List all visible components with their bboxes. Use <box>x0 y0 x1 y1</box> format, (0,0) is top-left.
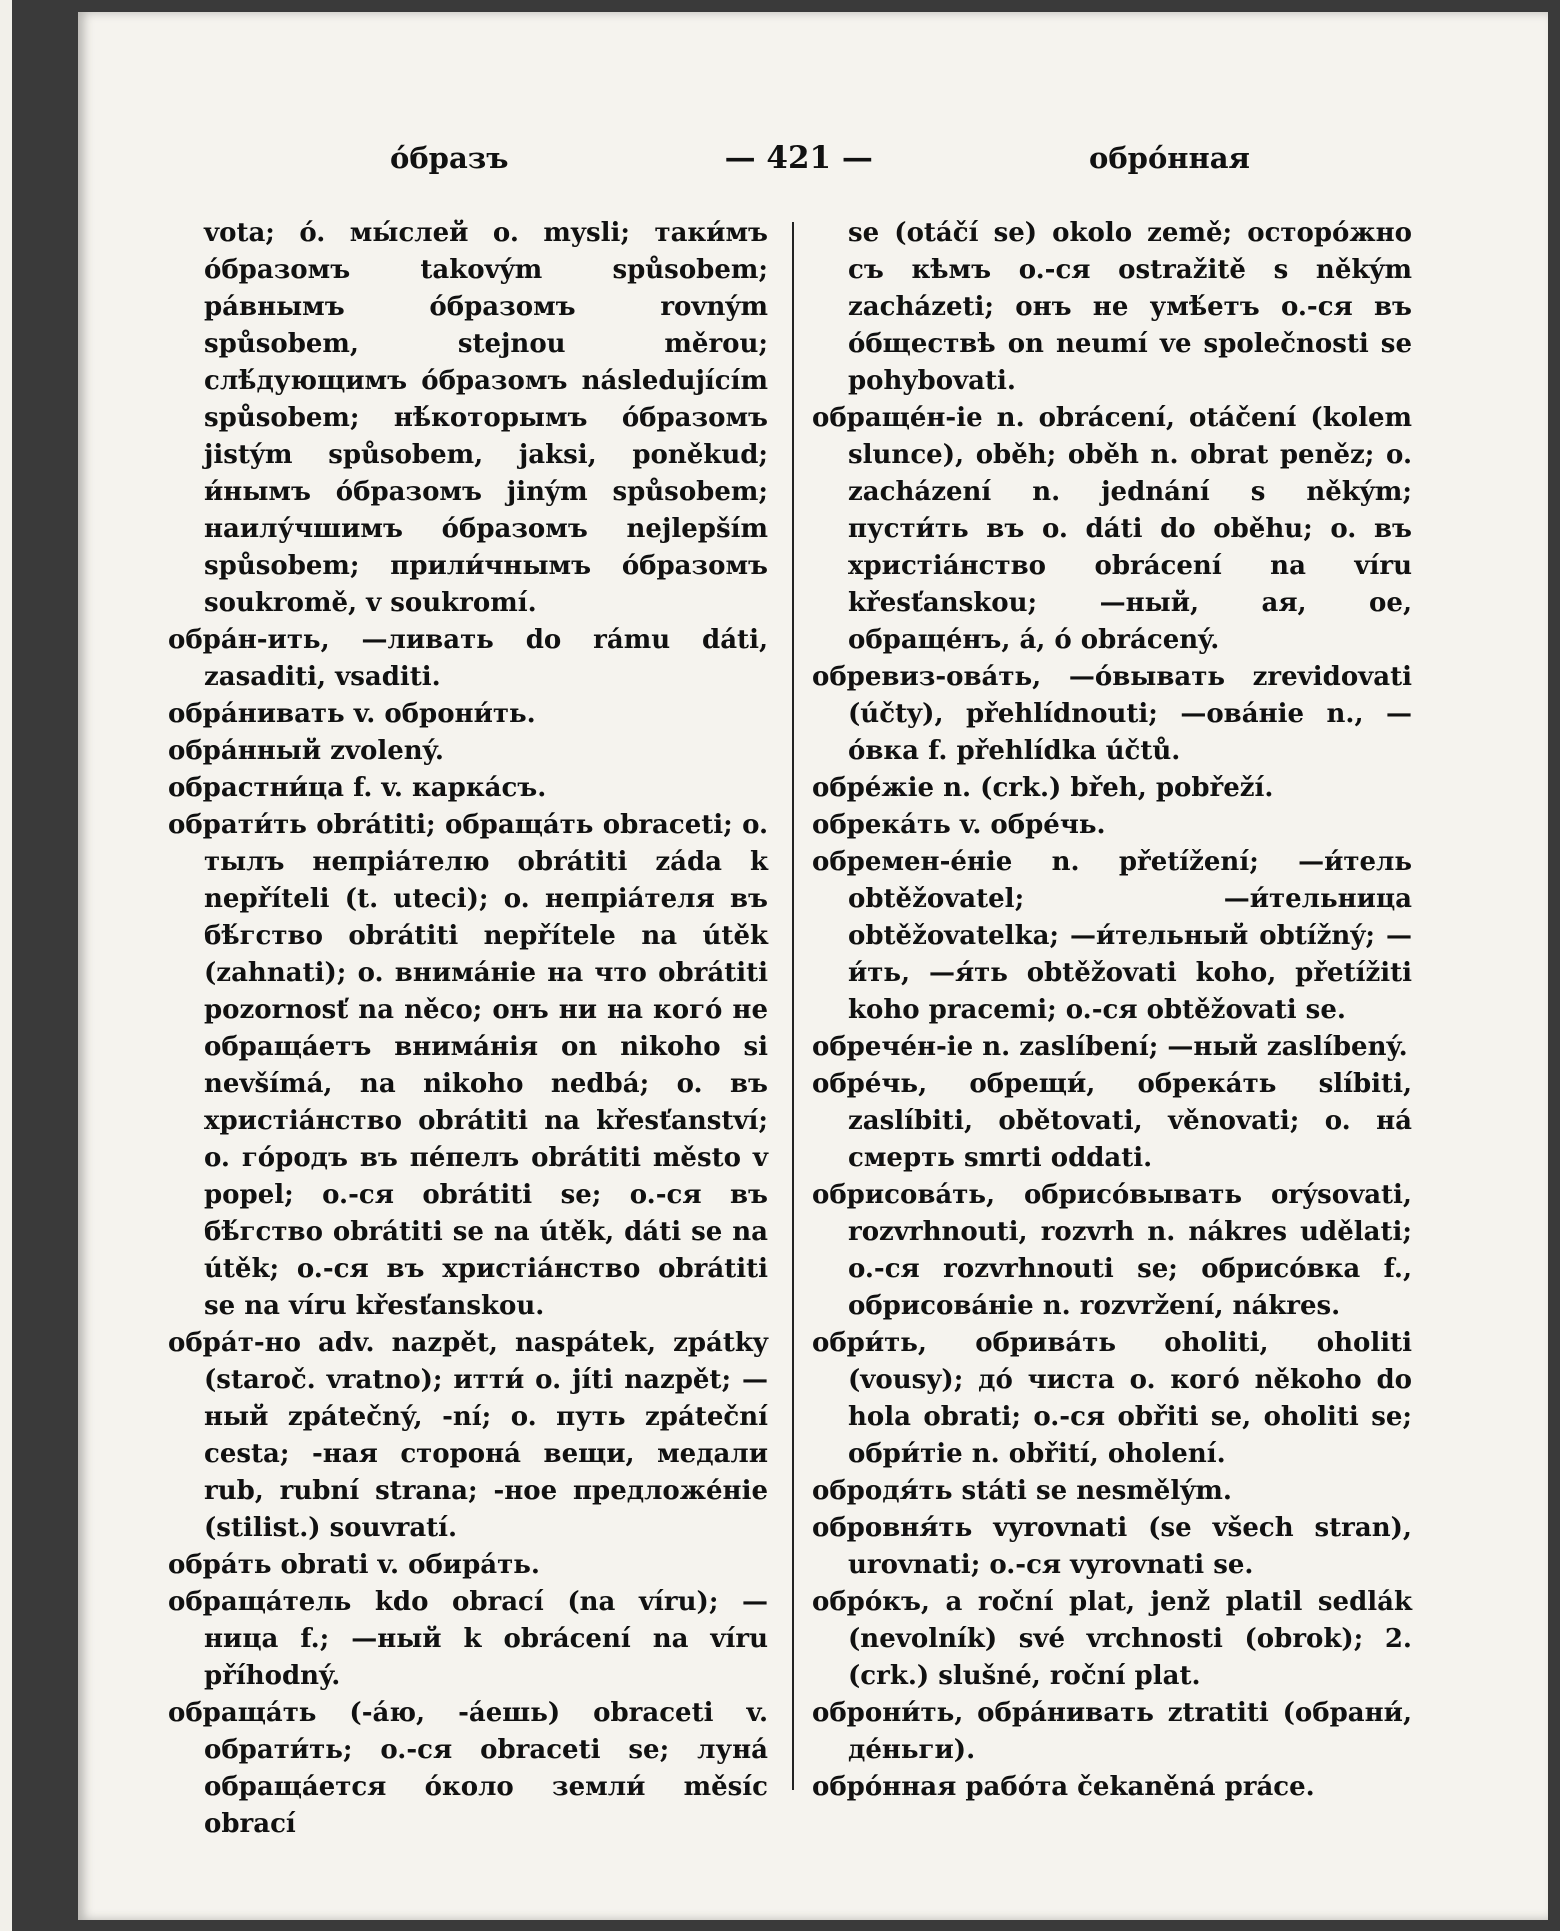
dictionary-entry: обремен-е́ніе n. přetížení; —и́тель obtěžovatel; —и́тельница obtěžovatelka; —и́тельный obtížný; —и́ть, —я́ть obtěžovati koho, přetížiti koho pracemi; o.-ся obtěžovati se. <box>812 847 1412 1025</box>
running-head <box>390 140 1250 176</box>
column-divider <box>792 222 794 1790</box>
dictionary-entry: se (otáčí se) okolo země; осторо́жно съ кѣмъ o.-ся ostražitě s někým zacházeti; онъ не умѣ́етъ o.-ся въ о́бществѣ on neumí ve společnosti se pohybovati. <box>848 218 1412 396</box>
dictionary-entry: обре́чь, обрещи́, обрека́ть slíbiti, zaslíbiti, obětovati, věnovati; o. на́ смерть smrti oddati. <box>812 1069 1412 1173</box>
dictionary-entry: обрисова́ть, обрисо́вывать orýsovati, rozvrhnouti, rozvrh n. nákres udělati; o.-ся rozvrhnouti se; обрисо́вка f., обрисова́ніе n. rozvržení, nákres. <box>812 1180 1412 1321</box>
dictionary-entry: обра́т-но adv. nazpět, naspátek, zpátky (staroč. vratno); итти́ o. jíti nazpět; —ный zpátečný, -ní; o. путь zpáteční cesta; -ная сторона́ вещи, медали rub, rubní strana; -ное предложе́ніе (stilist.) souvratí. <box>168 1328 768 1543</box>
dictionary-entry: обродя́ть státi se nesmělým. <box>812 1476 1232 1506</box>
dictionary-entry: обраща́тель kdo obrací (na víru); —ница f.; —ный k obrácení na víru příhodný. <box>168 1587 768 1691</box>
dictionary-entry: обра́н-ить, —ливать do rámu dáti, zasaditi, vsaditi. <box>168 625 768 692</box>
left-column <box>168 215 768 1843</box>
left-guide-word: óбразъ <box>390 141 509 175</box>
dictionary-entry: обро́нная рабо́та čekaněná práce. <box>812 1772 1315 1802</box>
dictionary-entry: обра́нивать v. оброни́ть. <box>168 699 536 729</box>
dictionary-entry: обра́ть obrati v. обира́ть. <box>168 1550 540 1580</box>
dictionary-entry: обраща́ть (-а́ю, -а́ешь) obraceti v. обрати́ть; o.-ся obraceti se; луна́ обраща́ется óколо земли́ měsíc obrací <box>168 1698 768 1839</box>
dictionary-entry: оброни́ть, обра́нивать ztratiti (обрани́, де́ньги). <box>812 1698 1412 1765</box>
dictionary-entry: vota; ó. мы́слей o. mysli; таки́мъ óбразомъ takovým spůsobem; ра́внымъ óбразомъ rovným spůsobem, stejnou měrou; слѣ́дующимъ óбразомъ následujícím spůsobem; нѣ́которымъ óбразомъ jistým spůsobem, jaksi, poněkud; и́нымъ óбразомъ jiným spůsobem; наилу́чшимъ óбразомъ nejlepším spůsobem; прили́чнымъ óбразомъ soukromě, v soukromí. <box>204 218 768 618</box>
right-guide-word: обрóнная <box>1089 141 1250 175</box>
dictionary-entry: обра́нный zvolený. <box>168 736 444 766</box>
dictionary-entry: обраще́н-іе n. obrácení, otáčení (kolem slunce), oběh; oběh n. obrat peněz; o. zacházení n. jednání s někým; пусти́ть въ o. dáti do oběhu; o. въ христіа́нство obrácení na víru křesťanskou; —ный, ая, ое, обраще́нъ, á, ó obrácený. <box>812 403 1412 655</box>
book-gutter <box>0 0 12 1931</box>
dictionary-entry: обро́къ, a roční plat, jenž platil sedlák (nevolník) své vrchnosti (obrok); 2. (crk.) slušné, roční plat. <box>812 1587 1412 1691</box>
dictionary-entry: обрастни́ца f. v. карка́съ. <box>168 773 547 803</box>
dictionary-entry: обри́ть, обрива́ть oholiti, oholiti (vousy); до́ чиста o. кого́ někoho do hola obrati; o.-ся obřiti se, oholiti se; обри́тіе n. obřití, oholení. <box>812 1328 1412 1469</box>
dictionary-entry: обровня́ть vyrovnati (se všech stran), urovnati; o.-ся vyrovnati se. <box>812 1513 1412 1580</box>
dictionary-entry: обрати́ть obrátiti; обраща́ть obraceti; o. тылъ непріа́телю obrátiti záda k nepříteli (t. uteci); o. непріа́теля въ бѣ́гство obrátiti nepřítele na útěk (zahnati); o. внима́ніе на что obrátiti pozornosť na něco; онъ ни на кого́ не обраща́етъ внима́нія on nikoho si nevšímá, na nikoho nedbá; o. въ христіа́нство obrátiti na křesťanství; o. го́родъ въ пе́пелъ obrátiti město v popel; o.-ся obrátiti se; o.-ся въ бѣ́гство obrátiti se na útěk, dáti se na útěk; o.-ся въ христіа́нство obrátiti se na víru křesťanskou. <box>168 810 768 1321</box>
right-column <box>812 215 1412 1806</box>
page-number: — 421 — <box>724 140 873 176</box>
dictionary-entry: обре́жіе n. (crk.) břeh, pobřeží. <box>812 773 1274 803</box>
dictionary-entry: обрече́н-іе n. zaslíbení; —ный zaslíbený. <box>812 1032 1408 1062</box>
dictionary-entry: обрека́ть v. обре́чь. <box>812 810 1106 840</box>
dictionary-entry: обревиз-ова́ть, —о́вывать zrevidovati (účty), přehlídnouti; —ова́ніе n., —о́вка f. přehlídka účtů. <box>812 662 1412 766</box>
